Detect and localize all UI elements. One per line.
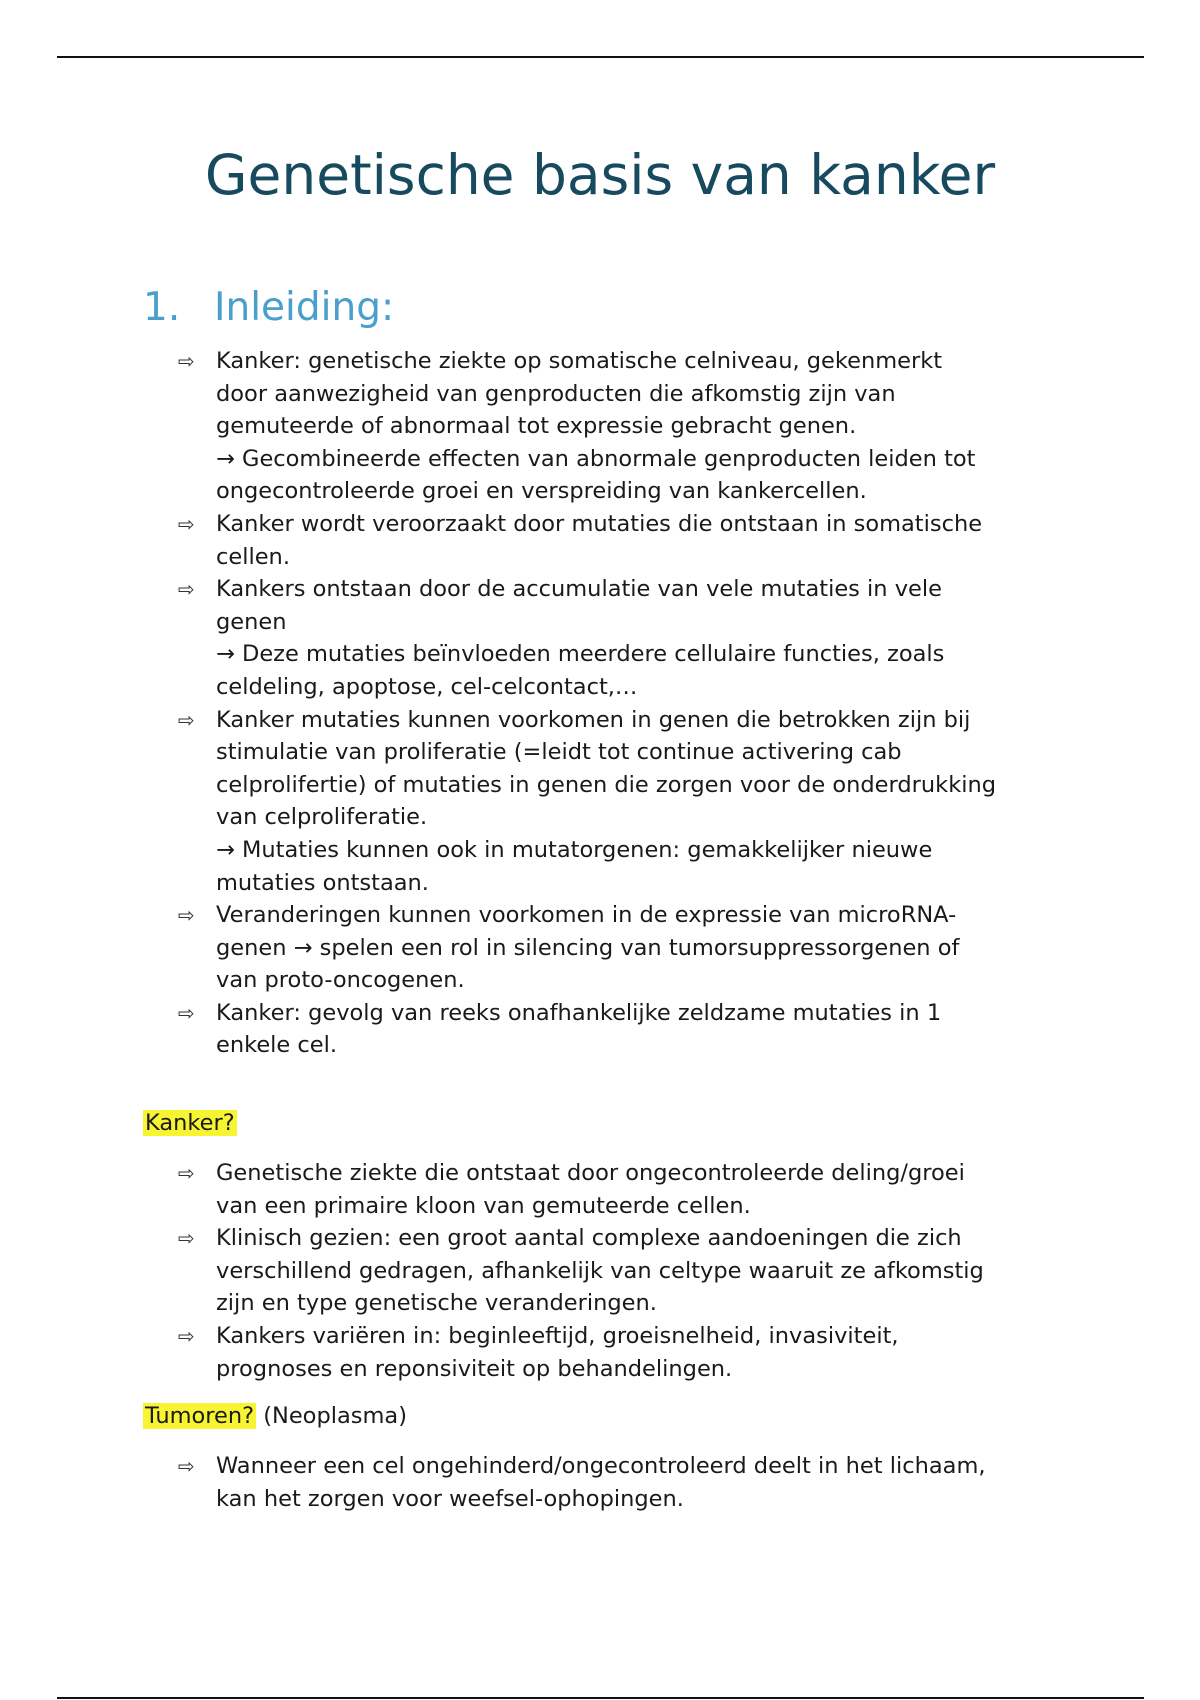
tumoren-label-suffix: (Neoplasma) xyxy=(256,1403,407,1429)
list-item-line: kan het zorgen voor weefsel-ophopingen. xyxy=(216,1485,684,1512)
list-item-line: Kankers variëren in: beginleeftijd, groeisnelheid, invasiviteit, xyxy=(216,1322,899,1349)
footer-rule xyxy=(57,1697,1144,1699)
arrow-bullet-icon: ⇨ xyxy=(178,707,195,732)
list-item-line: prognoses en reponsiviteit op behandelingen. xyxy=(216,1355,733,1382)
section-title: Inleiding: xyxy=(214,285,395,330)
tumoren-subheading xyxy=(143,1400,407,1432)
list-item xyxy=(178,1157,1078,1222)
list-item-line: → Deze mutaties beïnvloeden meerdere cellulaire functies, zoals xyxy=(216,641,945,668)
list-item-line: celdeling, apoptose, cel-celcontact,… xyxy=(216,673,638,700)
list-item-line: van celproliferatie. xyxy=(216,804,428,831)
list-item xyxy=(178,345,1078,508)
list-item-line: Veranderingen kunnen voorkomen in de expressie van microRNA- xyxy=(216,902,957,929)
arrow-bullet-icon: ⇨ xyxy=(178,1000,195,1025)
list-item-line: celprolifertie) of mutaties in genen die zorgen voor de onderdrukking xyxy=(216,771,997,798)
section-number: 1. xyxy=(143,285,181,330)
list-item xyxy=(178,1222,1078,1320)
intro-bullet-list xyxy=(178,345,1078,1062)
kanker-highlighted-label: Kanker? xyxy=(145,1110,235,1136)
kanker-subheading xyxy=(143,1107,237,1139)
list-item-line: stimulatie van proliferatie (=leidt tot continue activering cab xyxy=(216,739,902,766)
arrow-bullet-icon: ⇨ xyxy=(178,1323,195,1348)
list-item-line: ongecontroleerde groei en verspreiding van kankercellen. xyxy=(216,478,867,505)
tumoren-highlighted-label: Tumoren? xyxy=(145,1403,255,1429)
list-item-line: mutaties ontstaan. xyxy=(216,869,429,896)
arrow-bullet-icon: ⇨ xyxy=(178,577,195,602)
list-item-line: Klinisch gezien: een groot aantal complexe aandoeningen die zich xyxy=(216,1225,962,1252)
header-rule xyxy=(57,56,1144,58)
list-item-line: door aanwezigheid van genproducten die afkomstig zijn van xyxy=(216,380,896,407)
list-item xyxy=(178,1320,1078,1385)
list-item xyxy=(178,573,1078,703)
tumoren-bullet-list xyxy=(178,1450,1078,1515)
list-item-line: genen xyxy=(216,608,287,635)
list-item xyxy=(178,997,1078,1062)
arrow-bullet-icon: ⇨ xyxy=(178,1226,195,1251)
list-item xyxy=(178,1450,1078,1515)
list-item-line: Kanker mutaties kunnen voorkomen in genen die betrokken zijn bij xyxy=(216,706,971,733)
list-item-line: Kankers ontstaan door de accumulatie van vele mutaties in vele xyxy=(216,576,942,603)
list-item-line: verschillend gedragen, afhankelijk van celtype waaruit ze afkomstig xyxy=(216,1257,984,1284)
list-item-line: Wanneer een cel ongehinderd/ongecontroleerd deelt in het lichaam, xyxy=(216,1453,986,1479)
list-item-line: genen → spelen een rol in silencing van tumorsuppressorgenen of xyxy=(216,934,960,961)
document-title: Genetische basis van kanker xyxy=(204,143,996,207)
section-heading-inleiding xyxy=(143,283,394,333)
arrow-bullet-icon: ⇨ xyxy=(178,349,195,373)
arrow-bullet-icon: ⇨ xyxy=(178,511,195,536)
list-item-line: Kanker wordt veroorzaakt door mutaties die ontstaan in somatische xyxy=(216,510,983,537)
list-item-line: van proto-oncogenen. xyxy=(216,967,465,994)
list-item xyxy=(178,899,1078,997)
list-item xyxy=(178,508,1078,573)
kanker-bullet-list xyxy=(178,1157,1078,1385)
list-item-line: Kanker: gevolg van reeks onafhankelijke zeldzame mutaties in 1 xyxy=(216,999,942,1026)
arrow-bullet-icon: ⇨ xyxy=(178,1161,195,1185)
list-item-line: → Mutaties kunnen ook in mutatorgenen: gemakkelijker nieuwe xyxy=(216,836,933,863)
arrow-bullet-icon: ⇨ xyxy=(178,903,195,928)
arrow-bullet-icon: ⇨ xyxy=(178,1454,195,1478)
list-item xyxy=(178,704,1078,900)
list-item-line: Kanker: genetische ziekte op somatische celniveau, gekenmerkt xyxy=(216,348,943,374)
list-item-line: cellen. xyxy=(216,543,290,570)
list-item-line: → Gecombineerde effecten van abnormale genproducten leiden tot xyxy=(216,445,976,472)
list-item-line: enkele cel. xyxy=(216,1032,338,1059)
list-item-line: Genetische ziekte die ontstaat door ongecontroleerde deling/groei xyxy=(216,1160,965,1186)
list-item-line: van een primaire kloon van gemuteerde cellen. xyxy=(216,1192,751,1219)
list-item-line: gemuteerde of abnormaal tot expressie gebracht genen. xyxy=(216,413,857,440)
list-item-line: zijn en type genetische veranderingen. xyxy=(216,1290,657,1317)
